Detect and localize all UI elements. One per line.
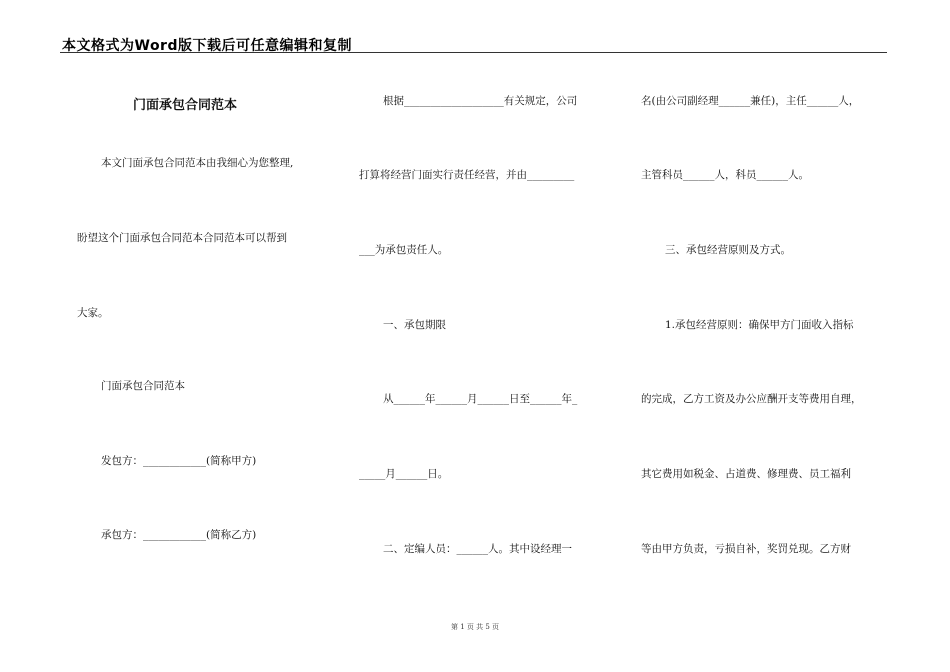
column3-line-2: 主管科员______人，科员______人。 [641,169,809,181]
column3-line-6: 其它费用如税金、占道费、修理费、员工福利 [641,468,851,480]
document-title: 门面承包合同范本 [133,98,238,113]
column3-line-3: 三、承包经营原则及方式。 [665,244,791,256]
page-header: 本文格式为Word版下载后可任意编辑和复制 [62,38,352,54]
column2-line-4: 一、承包期限 [383,319,446,331]
column1-line-1: 本文门面承包合同范本由我细心为您整理, [101,157,294,169]
column2-line-3: ___为承包责任人。 [359,244,449,256]
column1-line-5: 发包方：____________(简称甲方) [101,455,257,467]
page-number: 第 1 页 共 5 页 [450,623,500,631]
column1-line-3: 大家。 [77,307,109,319]
column2-line-6: _____月______日。 [359,468,449,480]
column2-line-5: 从______年______月______日至______年_ [383,393,578,405]
column3-line-4: 1.承包经营原则：确保甲方门面收入指标 [665,319,854,331]
column3-line-1: 名(由公司副经理______兼任)，主任______人， [641,95,860,107]
column1-line-6: 承包方：____________(简称乙方) [101,529,257,541]
column2-line-7: 二、定编人员：______人。其中设经理一 [383,543,572,555]
header-divider [60,52,887,53]
column3-line-7: 等由甲方负责，亏损自补，奖罚兑现。乙方财 [641,543,851,555]
column2-line-1: 根据___________________有关规定，公司 [383,95,578,107]
column1-line-2: 盼望这个门面承包合同范本合同范本可以帮到 [77,232,287,244]
column1-line-4: 门面承包合同范本 [101,380,185,392]
column3-line-5: 的完成，乙方工资及办公应酬开支等费用自理， [641,393,862,405]
column2-line-2: 打算将经营门面实行责任经营，并由_________ [359,169,575,181]
